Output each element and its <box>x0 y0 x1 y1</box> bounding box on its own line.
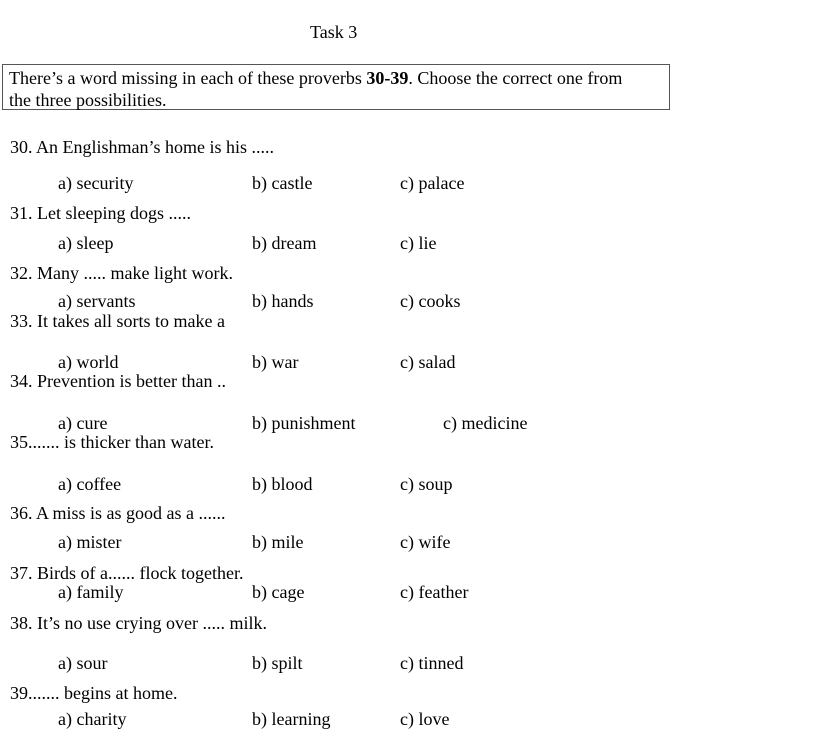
option-a[interactable]: a) world <box>58 352 119 372</box>
option-c[interactable]: c) cooks <box>400 291 461 311</box>
instruction-text-before: There’s a word missing in each of these proverbs <box>9 68 367 88</box>
option-c[interactable]: c) feather <box>400 582 469 602</box>
option-b[interactable]: b) war <box>252 352 299 372</box>
option-a[interactable]: a) security <box>58 173 134 193</box>
question-prompt: 35....... is thicker than water. <box>10 432 214 452</box>
option-c[interactable]: c) tinned <box>400 653 464 673</box>
option-a[interactable]: a) sour <box>58 653 108 673</box>
option-b[interactable]: b) learning <box>252 709 331 729</box>
instruction-range: 30-39 <box>366 68 409 88</box>
question-prompt: 33. It takes all sorts to make a <box>10 311 225 331</box>
instruction-line-1 <box>9 67 663 89</box>
option-b[interactable]: b) cage <box>252 582 305 602</box>
option-b[interactable]: b) hands <box>252 291 314 311</box>
question-prompt: 31. Let sleeping dogs ..... <box>10 203 191 223</box>
option-b[interactable]: b) castle <box>252 173 313 193</box>
option-c[interactable]: c) love <box>400 709 450 729</box>
instruction-text-after: . Choose the correct one from <box>408 68 623 88</box>
option-a[interactable]: a) cure <box>58 413 108 433</box>
option-c[interactable]: c) medicine <box>443 413 528 433</box>
option-b[interactable]: b) blood <box>252 474 313 494</box>
question-prompt: 38. It’s no use crying over ..... milk. <box>10 613 267 633</box>
question-prompt: 39....... begins at home. <box>10 683 178 703</box>
option-a[interactable]: a) mister <box>58 532 122 552</box>
option-a[interactable]: a) coffee <box>58 474 122 494</box>
option-c[interactable]: c) salad <box>400 352 456 372</box>
question-prompt: 30. An Englishman’s home is his ..... <box>10 137 275 157</box>
option-a[interactable]: a) servants <box>58 291 136 311</box>
option-c[interactable]: c) palace <box>400 173 465 193</box>
option-c[interactable]: c) soup <box>400 474 453 494</box>
question-prompt: 36. A miss is as good as a ...... <box>10 503 226 523</box>
option-a[interactable]: a) family <box>58 582 124 602</box>
option-b[interactable]: b) mile <box>252 532 304 552</box>
question-prompt: 34. Prevention is better than .. <box>10 371 226 391</box>
question-prompt: 37. Birds of a...... flock together. <box>10 563 244 583</box>
task-title: Task 3 <box>310 22 358 42</box>
option-a[interactable]: a) charity <box>58 709 127 729</box>
question-prompt: 32. Many ..... make light work. <box>10 263 233 283</box>
option-b[interactable]: b) punishment <box>252 413 356 433</box>
option-b[interactable]: b) dream <box>252 233 317 253</box>
instruction-box <box>2 64 670 110</box>
option-a[interactable]: a) sleep <box>58 233 114 253</box>
option-c[interactable]: c) lie <box>400 233 437 253</box>
option-b[interactable]: b) spilt <box>252 653 303 673</box>
option-c[interactable]: c) wife <box>400 532 451 552</box>
instruction-line-2: the three possibilities. <box>9 90 167 110</box>
